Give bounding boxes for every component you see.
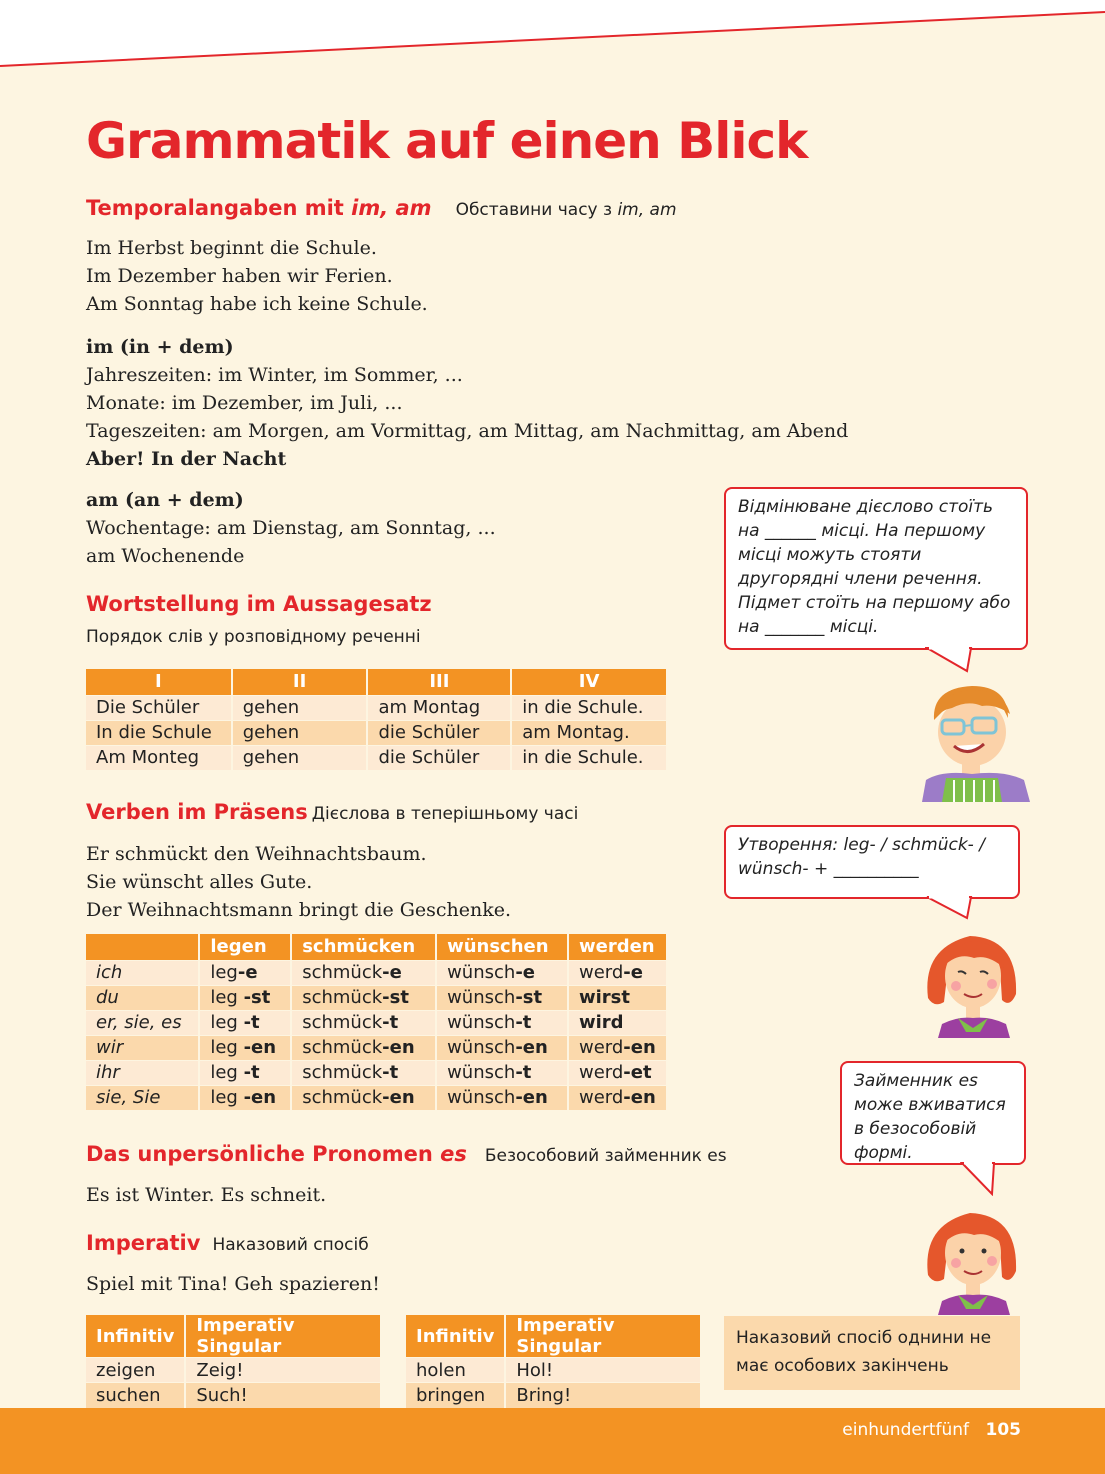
verb-stem: schmück [302,1062,383,1083]
section-es-uk: Безособовий займенник es [484,1146,727,1166]
table-cell: bringen [406,1383,505,1408]
verb-ending: wird [578,1012,624,1033]
table-cell: die Schüler [367,745,511,770]
rule-line: am Wochenende [86,545,245,567]
verb-ending: -t [515,1012,532,1033]
verb-ending: -en [515,1037,548,1058]
verb-ending: -en [623,1037,656,1058]
col-header: Imperativ Singular [505,1315,701,1358]
section-es-heading [86,1142,727,1166]
verb-stem: leg [210,1037,244,1058]
im-rules [86,333,848,473]
table-cell: In die Schule [86,720,232,745]
table-cell: in die Schule. [511,695,667,720]
pronoun-cell: sie, Sie [86,1085,199,1110]
section-verbs-heading [86,800,578,824]
verb-ending: -en [382,1037,415,1058]
page-title: Grammatik auf einen Blick [86,112,808,170]
table-cell: in die Schule. [511,745,667,770]
page-number-word: einhundertfünf [842,1420,969,1440]
verb-ending: -t [382,1012,399,1033]
example-line: Im Dezember haben wir Ferien. [86,265,393,287]
table-cell: gehen [232,745,368,770]
table-row [406,1383,701,1408]
verb-form-cell [199,960,291,985]
girl-character-illustration-2 [918,1205,1028,1315]
col-header: IV [511,669,667,695]
verb-ending: -t [382,1062,399,1083]
verb-form-cell [568,960,667,985]
pronoun-cell: er, sie, es [86,1010,199,1035]
example-line: Der Weihnachtsmann bringt die Geschenke. [86,899,512,921]
verb-stem: leg [210,962,238,983]
rule-line: Jahreszeiten: im Winter, im Sommer, ... [86,364,463,386]
es-example: Es ist Winter. Es schneit. [86,1184,327,1206]
col-header: legen [199,934,291,960]
verb-ending: -t [515,1062,532,1083]
verb-form-cell [291,960,436,985]
verb-form-cell [568,1060,667,1085]
verb-form-cell [199,1085,291,1110]
verb-form-cell [291,1085,436,1110]
speech-bubble-es: Займенник es може вживатися в безособовій формі. [840,1061,1026,1165]
table-cell: Am Monteg [86,745,232,770]
section-wordorder-de: Wortstellung im Aussagesatz [86,592,432,616]
table-row [86,1035,667,1060]
col-header [86,934,199,960]
col-header: II [232,669,368,695]
pronoun-cell: ich [86,960,199,985]
col-header: I [86,669,232,695]
verb-stem: wünsch [447,1037,516,1058]
verb-form-cell [291,985,436,1010]
verb-form-cell [291,1035,436,1060]
speech-bubble-wordorder: Відмінюване дієслово стоїть на ______ місці. На першому місці можуть стояти другорядні члени речення. Підмет стоїть на першому або на _______ місці. [724,487,1028,650]
table-row [86,985,667,1010]
verb-form-cell [436,1085,568,1110]
section-wordorder-uk: Порядок слів у розповідному реченні [86,627,421,647]
verb-stem: schmück [302,1087,383,1109]
table-row [86,960,667,985]
table-cell: suchen [86,1383,185,1408]
table-row [86,745,667,770]
im-heading: im (in + dem) [86,336,234,358]
verb-form-cell [568,1010,667,1035]
table-cell: gehen [232,695,368,720]
rule-line: Tageszeiten: am Morgen, am Vormittag, am Mittag, am Nachmittag, am Abend [86,420,849,442]
table-row [86,720,667,745]
table-cell: am Montag [367,695,511,720]
bubble-tail [925,896,975,920]
table-row [86,1358,381,1383]
verb-stem: wünsch [447,1062,516,1083]
verb-form-cell [568,1035,667,1060]
col-header: wünschen [436,934,568,960]
example-line: Sie wünscht alles Gute. [86,871,313,893]
verbs-conjugation-table [86,934,668,1110]
section-imperativ-uk: Наказовий спосіб [212,1235,369,1255]
verb-stem: schmück [302,962,383,983]
pronoun-cell: wir [86,1035,199,1060]
wordorder-table [86,669,668,770]
temporal-examples [86,234,428,318]
verb-ending: -en [515,1087,548,1109]
aber-note: Aber! In der Nacht [86,448,287,470]
verb-form-cell [568,985,667,1010]
verb-stem: wünsch [447,1012,516,1033]
section-es-de: Das unpersönliche Pronomen es [86,1142,467,1166]
section-temporal-uk: Обставини часу з im, am [455,200,677,220]
section-wordorder-heading [86,592,432,616]
verb-stem: wünsch [447,987,516,1008]
verb-ending: -e [237,962,258,983]
verb-ending: -st [243,987,271,1008]
verb-stem: schmück [302,1012,383,1033]
section-verbs-uk: Дієслова в теперішньому часі [311,804,579,824]
verb-stem: werd [578,1087,624,1109]
bubble-tail [925,647,975,673]
verb-form-cell [436,1035,568,1060]
table-cell: Die Schüler [86,695,232,720]
verb-stem: schmück [302,1037,383,1058]
verb-ending: -e [515,962,535,983]
am-heading: am (an + dem) [86,489,244,511]
table-row [406,1358,701,1383]
verb-ending: -e [382,962,402,983]
verb-stem: leg [210,1087,244,1109]
verb-form-cell [199,985,291,1010]
verb-stem: werd [578,1037,624,1058]
section-temporal-heading [86,196,677,220]
section-verbs-de: Verben im Präsens [86,800,308,824]
imperativ-table-2 [406,1315,702,1408]
example-line: Er schmückt den Weihnachtsbaum. [86,843,427,865]
table-row [86,1010,667,1035]
verb-form-cell [199,1035,291,1060]
imperativ-example: Spiel mit Tina! Geh spazieren! [86,1273,380,1295]
verb-ending: -t [243,1062,260,1083]
table-cell: Hol! [505,1358,701,1383]
verb-ending: -st [515,987,543,1008]
example-line: Am Sonntag habe ich keine Schule. [86,293,428,315]
verb-ending: -en [243,1037,277,1058]
table-cell: am Montag. [511,720,667,745]
section-imperativ-de: Imperativ [86,1231,201,1255]
table-row [86,1383,381,1408]
verb-stem: leg [210,1012,244,1033]
bubble-tail [960,1162,1000,1196]
verb-stem: schmück [302,987,383,1008]
am-rules [86,486,496,570]
rule-line: Wochentage: am Dienstag, am Sonntag, ... [86,517,496,539]
boy-character-illustration [912,680,1032,802]
table-cell: Such! [185,1383,381,1408]
verb-ending: -et [623,1062,652,1083]
verb-ending: -en [623,1087,656,1109]
verb-form-cell [436,985,568,1010]
verb-form-cell [568,1085,667,1110]
table-cell: zeigen [86,1358,185,1383]
verb-form-cell [436,1010,568,1035]
imperativ-note-box: Наказовий спосіб однини не має особових закінчень [724,1316,1020,1390]
col-header: Infinitiv [86,1315,185,1358]
pronoun-cell: ihr [86,1060,199,1085]
col-header: schmücken [291,934,436,960]
verb-form-cell [199,1010,291,1035]
verb-ending: -en [243,1087,277,1109]
col-header: III [367,669,511,695]
table-cell: gehen [232,720,368,745]
table-cell: holen [406,1358,505,1383]
page-footer [0,1408,1105,1474]
verb-stem: werd [578,1062,624,1083]
top-band [0,0,1105,70]
verb-ending: wirst [578,987,630,1008]
table-row [86,1060,667,1085]
col-header: werden [568,934,667,960]
verb-form-cell [436,960,568,985]
table-cell: die Schüler [367,720,511,745]
verb-ending: -t [243,1012,260,1033]
table-row [86,1085,667,1110]
girl-character-illustration [918,928,1028,1038]
rule-line: Monate: im Dezember, im Juli, ... [86,392,403,414]
verb-stem: leg [210,987,244,1008]
verbs-examples [86,840,511,924]
table-row [86,695,667,720]
col-header: Imperativ Singular [185,1315,381,1358]
imperativ-table-1 [86,1315,382,1408]
table-cell: Zeig! [185,1358,381,1383]
verb-form-cell [291,1010,436,1035]
table-cell: Bring! [505,1383,701,1408]
verb-ending: -e [623,962,643,983]
speech-bubble-formation: Утворення: leg- / schmück- / wünsch- + __________ [724,825,1020,899]
verb-form-cell [436,1060,568,1085]
col-header: Infinitiv [406,1315,505,1358]
verb-form-cell [199,1060,291,1085]
section-temporal-de: Temporalangaben mit im, am [86,196,432,220]
verb-stem: werd [578,962,624,983]
verb-ending: -st [382,987,409,1008]
verb-ending: -en [382,1087,415,1109]
verb-stem: leg [210,1062,244,1083]
page-number: 105 [985,1420,1021,1440]
pronoun-cell: du [86,985,199,1010]
verb-form-cell [291,1060,436,1085]
verb-stem: wünsch [447,962,516,983]
verb-stem: wünsch [447,1087,516,1109]
section-imperativ-heading [86,1231,369,1255]
example-line: Im Herbst beginnt die Schule. [86,237,377,259]
